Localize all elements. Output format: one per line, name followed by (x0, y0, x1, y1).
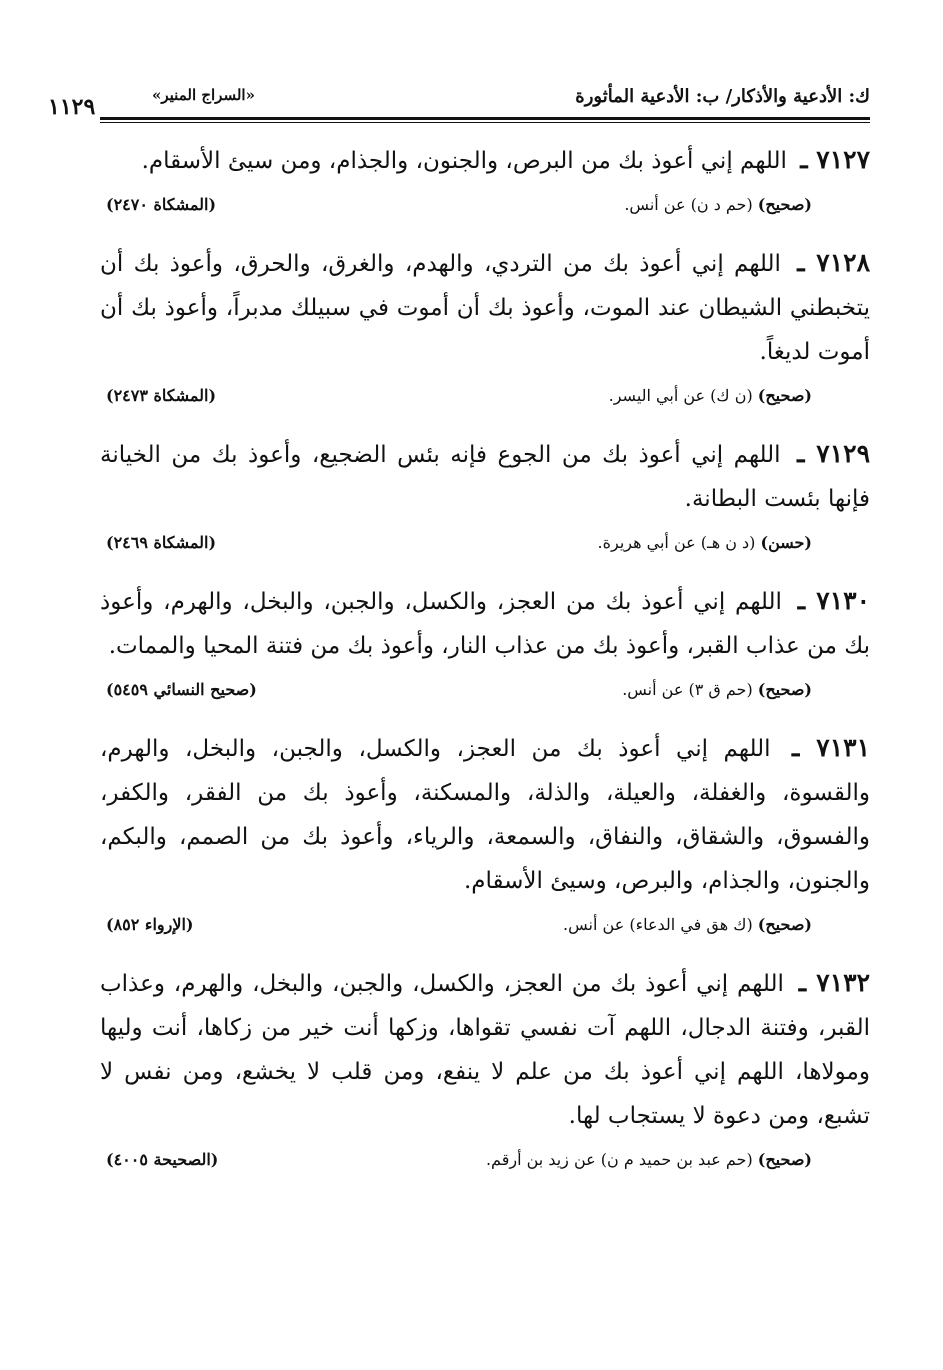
hadith-sources: (حم عبد بن حميد م ن) عن زيد بن أرقم. (485, 1150, 753, 1169)
hadith-entry (100, 726, 870, 943)
grading-line (624, 195, 812, 214)
hadith-paragraph (100, 579, 870, 668)
hadith-paragraph (100, 726, 870, 903)
grading-line (563, 915, 812, 934)
hadith-number: ٧١٢٧ ـ (800, 145, 870, 174)
grading-label: (صحيح) (757, 680, 812, 699)
hadith-reference: (المشكاة ٢٤٦٩) (106, 533, 217, 552)
grading-row (100, 1146, 870, 1178)
hadith-paragraph (100, 138, 870, 183)
grading-line (609, 386, 812, 405)
header-rule-thick (100, 117, 870, 120)
grading-row (100, 911, 870, 943)
hadith-paragraph (100, 961, 870, 1138)
hadith-reference: (المشكاة ٢٤٧٣) (106, 386, 217, 405)
grading-row (100, 191, 870, 223)
hadith-entry (100, 138, 870, 223)
hadith-sources: (د ن هـ) عن أبي هريرة. (597, 533, 756, 552)
hadith-number: ٧١٣١ ـ (792, 733, 870, 762)
grading-label: (حسن) (760, 533, 812, 552)
hadith-sources: (حم د ن) عن أنس. (624, 195, 753, 214)
hadith-paragraph (100, 241, 870, 374)
hadith-paragraph (100, 432, 870, 521)
chapter-title: ك: الأدعية والأذكار/ ب: الأدعية المأثورة (575, 86, 870, 107)
grading-line (598, 533, 812, 552)
header-rule-thin (100, 122, 870, 123)
running-header-inner (48, 80, 870, 120)
hadith-text: اللهم إني أعوذ بك من التردي، والهدم، والغرق، والحرق، وأعوذ بك أن يتخبطني الشيطان عند الموت، وأعوذ بك أن أموت في سبيلك مدبراً، وأعوذ بك أن أموت لديغاً. (100, 251, 870, 365)
hadith-sources: (حم ق ٣) عن أنس. (622, 680, 753, 699)
page-number: ١١٢٩ (48, 94, 96, 120)
hadith-sources: (ك هق في الدعاء) عن أنس. (563, 915, 753, 934)
hadith-sources: (ن ك) عن أبي اليسر. (608, 386, 753, 405)
hadith-reference: (صحيح النسائي ٥٤٥٩) (106, 680, 257, 699)
grading-label: (صحيح) (757, 915, 812, 934)
hadith-text: اللهم إني أعوذ بك من البرص، والجنون، والجذام، ومن سيئ الأسقام. (141, 148, 787, 174)
grading-row (100, 382, 870, 414)
hadith-list (100, 138, 870, 1196)
running-header (48, 80, 870, 120)
hadith-number: ٧١٣٠ ـ (797, 586, 871, 615)
grading-row (100, 676, 870, 708)
hadith-entry (100, 961, 870, 1178)
hadith-text: اللهم إني أعوذ بك من العجز، والكسل، والجبن، والبخل، والهرم، وأعوذ بك من عذاب القبر، وأعوذ بك من عذاب النار، وأعوذ بك من فتنة المحيا والممات. (100, 589, 870, 659)
grading-label: (صحيح) (757, 195, 812, 214)
hadith-reference: (المشكاة ٢٤٧٠) (106, 195, 217, 214)
hadith-number: ٧١٢٨ ـ (797, 248, 870, 277)
book-title: «السراج المنير» (152, 86, 255, 104)
hadith-entry (100, 579, 870, 708)
hadith-reference: (الصحيحة ٤٠٠٥) (106, 1150, 219, 1169)
grading-line (486, 1150, 812, 1169)
hadith-entry (100, 241, 870, 414)
hadith-text: اللهم إني أعوذ بك من العجز، والكسل، والجبن، والبخل، والهرم، والقسوة، والغفلة، والعيلة، والذلة، والمسكنة، وأعوذ بك من الفقر، والكفر، والفسوق، والشقاق، والنفاق، والسمعة، والرياء، وأعوذ بك من الصمم، والبكم، والجنون، والجذام، والبرص، وسيئ الأسقام. (100, 736, 870, 894)
hadith-number: ٧١٢٩ ـ (797, 439, 871, 468)
hadith-entry (100, 432, 870, 561)
hadith-number: ٧١٣٢ ـ (798, 968, 871, 997)
grading-row (100, 529, 870, 561)
grading-label: (صحيح) (757, 1150, 812, 1169)
hadith-text: اللهم إني أعوذ بك من العجز، والكسل، والجبن، والبخل، والهرم، وعذاب القبر، وفتنة الدجال، اللهم آت نفسي تقواها، وزكها أنت خير من زكاها، أنت وليها ومولاها، اللهم إني أعوذ بك من علم لا ينفع، ومن قلب لا يخشع، ومن نفس لا تشبع، ومن دعوة لا يستجاب لها. (100, 971, 870, 1129)
hadith-reference: (الإرواء ٨٥٢) (106, 915, 194, 934)
grading-line (622, 680, 812, 699)
hadith-text: اللهم إني أعوذ بك من الجوع فإنه بئس الضجيع، وأعوذ بك من الخيانة فإنها بئست البطانة. (100, 442, 870, 512)
grading-label: (صحيح) (757, 386, 812, 405)
